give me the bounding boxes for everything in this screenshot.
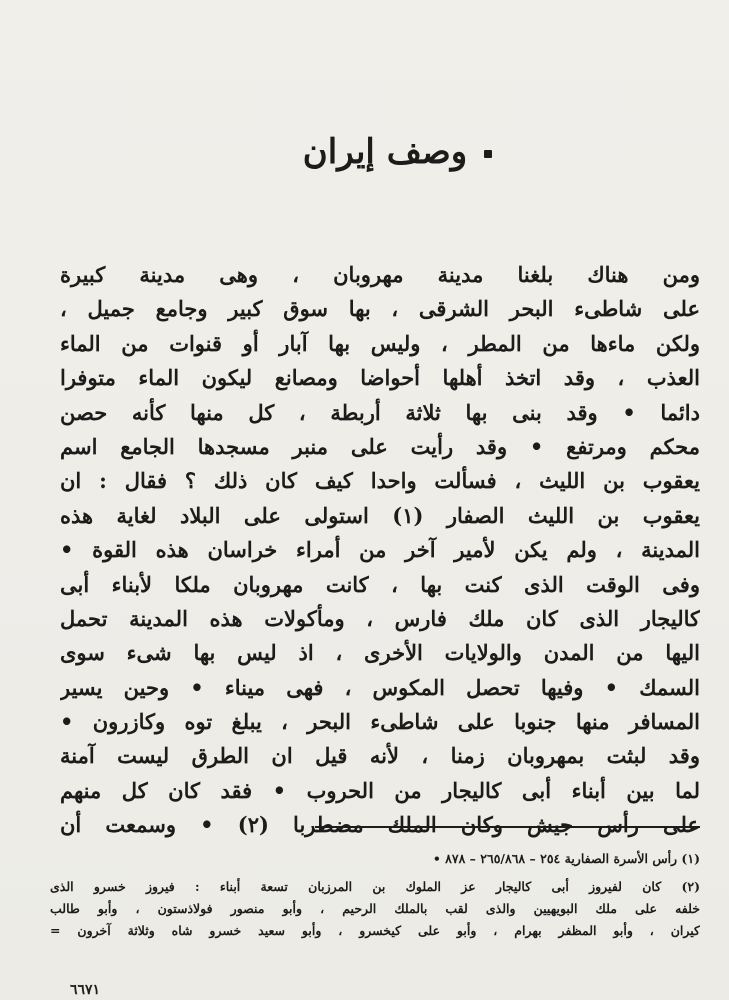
chapter-title: وصف إيران [302, 132, 468, 172]
text-line: على شاطىء البحر الشرقى ، بها سوق كبير وجامع جميل ، [60, 296, 700, 322]
text-line: يعقوب بن الليث الصفار (١) استولى على البلاد لغاية هذه [60, 502, 700, 528]
text-line: دائما • وقد بنى بها ثلاثة أربطة ، كل منها كأنه حصن [60, 399, 700, 425]
text-line: السمك • وفيها تحصل المكوس ، فهى ميناء • وحين يسير [60, 674, 700, 700]
text-line: محكم ومرتفع • وقد رأيت على منبر مسجدها الجامع اسم [60, 433, 700, 459]
text-line: اليها من المدن والولايات الأخرى ، اذ ليس بها شىء سوى [60, 640, 700, 666]
footnote-2-line-1: (٢) كان لفيروز أبى كاليجار عز الملوك بن المرزبان تسعة أبناء : فيروز خسرو الذى [50, 879, 700, 894]
footnote-1: (١) رأس الأسرة الصفارية ٢٥٤ – ٢٦٥/٨٦٨ – ٨٧٨ • [432, 851, 700, 866]
text-line: ومن هناك بلغنا مدينة مهروبان ، وهى مدينة كبيرة [60, 262, 700, 287]
text-line: العذب ، وقد اتخذ أهلها أحواضا ومصانع ليكون الماء متوفرا [60, 365, 700, 391]
footnote-2-line-3: كيران ، وأبو المظفر بهرام ، وأبو على كيخسرو ، وأبو سعيد خسرو شاه وثلاثة آخرون = [50, 923, 700, 938]
text-line: وفى الوقت الذى كنت بها ، كانت مهروبان ملكا لأبناء أبى [60, 571, 700, 597]
body-text [60, 258, 700, 843]
text-line: كاليجار الذى كان ملك فارس ، ومأكولات هذه المدينة تحمل [60, 605, 700, 631]
text-line: المدينة ، ولم يكن لأمير آخر من أمراء خراسان هذه القوة • [60, 537, 700, 563]
footnote-divider [315, 826, 700, 828]
text-line: ولكن ماءها من المطر ، وليس بها آبار أو قنوات من الماء [60, 330, 700, 356]
text-line: وقد لبثت بمهروبان زمنا ، لأنه قيل ان الطرق ليست آمنة [60, 743, 700, 769]
text-line: المسافر منها جنوبا على شاطىء البحر ، يبلغ توه وكازرون • [60, 709, 700, 735]
title-ornament-dot [484, 150, 492, 158]
page-number: ٦٦٧١ [70, 982, 101, 998]
text-line: يعقوب بن الليث ، فسألت واحدا كيف كان ذلك ؟ فقال : ان [60, 468, 700, 494]
text-line: على رأس جيش وكان الملك مضطربا (٢) • وسمعت أن [60, 812, 700, 838]
footnote-2-line-2: خلفه على ملك البويهيين والذى لقب بالملك الرحيم ، وأبو منصور فولاذستون ، وأبو طالب [50, 901, 700, 916]
text-line: لما بين أبناء أبى كاليجار من الحروب • فقد كان كل منهم [60, 777, 700, 803]
footnotes [50, 848, 700, 942]
